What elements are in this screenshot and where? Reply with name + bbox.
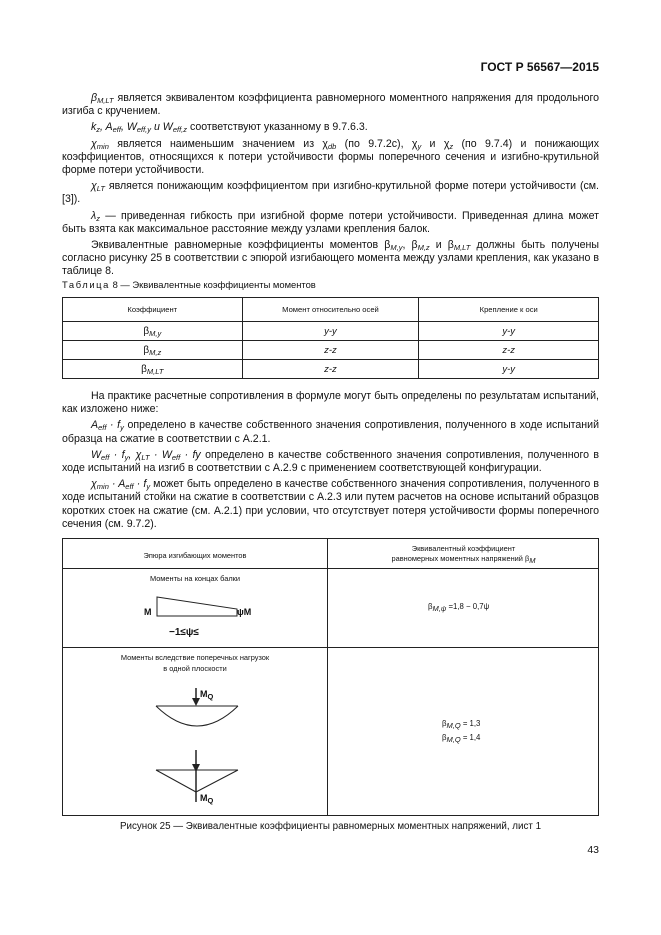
document-code: ГОСТ Р 56567—2015	[480, 60, 599, 74]
triangular-moment-curve	[156, 770, 238, 792]
figure-25-table	[62, 538, 599, 816]
figure-header-col2: Эквивалентный коэффициент равномерных моментных напряжений $\beta_M$	[391, 544, 536, 565]
transverse-loads-diagram	[148, 684, 248, 804]
paragraph-chi-lt: $\chi_{LT}$ является понижающим коэффициентом при изгибно-крутильной форме потери устойчивости (см. [3]).	[62, 180, 599, 206]
table-header-cell: Коэффициент	[63, 298, 243, 322]
table-cell: y-y	[242, 322, 419, 341]
paragraph-chi-min: $\chi_{min}$ является наименьшим значением из $\chi_{db}$ (по 9.7.2c), $\chi_y$ и $\chi_z$ (по 9.7.4) и понижающих коэффициентов, относящихся к потери устойчивости формы поперечного сечения и изгибно-крутильной форме потери устойчивости.	[62, 137, 599, 177]
table-cell: z-z	[419, 341, 599, 360]
table-header-cell: Крепление к оси	[419, 298, 599, 322]
paragraph-chimin-aeff-fy: $\chi_{min} \cdot A_{eff} \cdot f_y$ может быть определено в качестве собственного значения сопротивления, полученного в ходе испытаний стойки на сжатие в соответствии с А.2.3 или путем расчетов на основе испытаний образцов коротких стоек на сжатие (см. А.2.1) при условии, что отсутствует потеря устойчивости формы поперечного сечения (см. 9.7.2).	[62, 478, 600, 530]
parabolic-moment-curve	[156, 706, 238, 726]
moment-q-label-bottom: $M_Q$	[200, 793, 214, 805]
figure-caption: Рисунок 25 — Эквивалентные коэффициенты равномерных моментных напряжений, лист 1	[119, 821, 542, 832]
page-number: 43	[587, 844, 599, 856]
table-row	[63, 360, 599, 379]
paragraph-practice: На практике расчетные сопротивления в формуле могут быть определены по результатам испытаний, как изложено ниже:	[62, 390, 599, 416]
psi-range: −1≤ψ≤	[169, 627, 199, 638]
paragraph-weff-fy: $W_{eff} \cdot f_y$, $\chi_{LT} \cdot W_{eff}$ · fy определено в качестве собственного значения сопротивления, полученного в ходе испытаний на изгиб в соответствии с А.2.9 с применением соответствующей конфигурации.	[62, 448, 600, 475]
table-cell: $\beta_{M,LT}$	[63, 360, 243, 379]
body-text-top	[62, 92, 599, 282]
table-cell: y-y	[419, 360, 599, 379]
moment-q-label-top: $M_Q$	[200, 689, 214, 701]
table-cell: $\beta_{M,z}$	[63, 341, 243, 360]
paragraph-aeff-fy: $A_{eff} \cdot f_y$ определено в качестве собственного значения сопротивления, полученного в ходе испытаний образца на сжатие в соответствии с А.2.1.	[62, 419, 599, 445]
row1-formula: $\beta_{M,\psi} =1,8 - 0,7\psi$	[428, 602, 490, 613]
table-cell: z-z	[242, 341, 419, 360]
table-cell: z-z	[242, 360, 419, 379]
paragraph-equivalent-coefficients: Эквивалентные равномерные коэффициенты моментов $\beta_{M,y}$, $\beta_{M,z}$ и $\beta_{M,LT}$ должны быть получены согласно рисунку 25 в соответствии с эпюрой изгибающего момента между узлами крепления, как указано в таблице 8.	[62, 239, 599, 278]
table-cell: $\beta_{M,y}$	[63, 322, 243, 341]
coefficients-table	[62, 297, 599, 379]
right-moment-label: ψM	[237, 607, 252, 617]
paragraph-beta-mlt: $\beta_{M,LT}$ является эквивалентом коэффициента равномерного моментного напряжения для продольного изгиба с кручением.	[62, 92, 599, 118]
figure-header-col1: Эпюра изгибающих моментов	[143, 551, 247, 560]
paragraph-kz: $k_z$, $A_{eff}$, $W_{eff,y}$ и $W_{eff,z}$ соответствуют указанному в 9.7.6.3.	[91, 121, 368, 135]
table-row	[63, 341, 599, 360]
table-cell: y-y	[419, 322, 599, 341]
arrowhead-top	[192, 698, 200, 706]
table-header-cell: Момент относительно осей	[242, 298, 419, 322]
table-caption: Таблица 8 — Эквивалентные коэффициенты моментов	[62, 279, 316, 290]
figure-divider	[63, 647, 598, 648]
table-header-row	[63, 298, 599, 322]
body-text-middle	[62, 390, 599, 534]
left-moment-label: M	[144, 607, 152, 617]
figure-divider	[327, 539, 328, 815]
row1-title: Моменты на концах балки	[149, 574, 241, 583]
paragraph-lambda-z: $\lambda_z$ — приведенная гибкость при изгибной форме потери устойчивости. Приведенная длина может быть взята как максимальное расстояние между узлами крепления балок.	[62, 209, 599, 235]
row2-formulas: $\beta_{M,Q} = 1,3$ $\beta_{M,Q} = 1,4$	[442, 719, 481, 744]
moment-trapezoid	[157, 597, 237, 616]
table-row	[63, 322, 599, 341]
row2-title: Моменты вследствие поперечных нагрузок в одной плоскости	[120, 653, 270, 673]
figure-divider	[63, 568, 598, 569]
